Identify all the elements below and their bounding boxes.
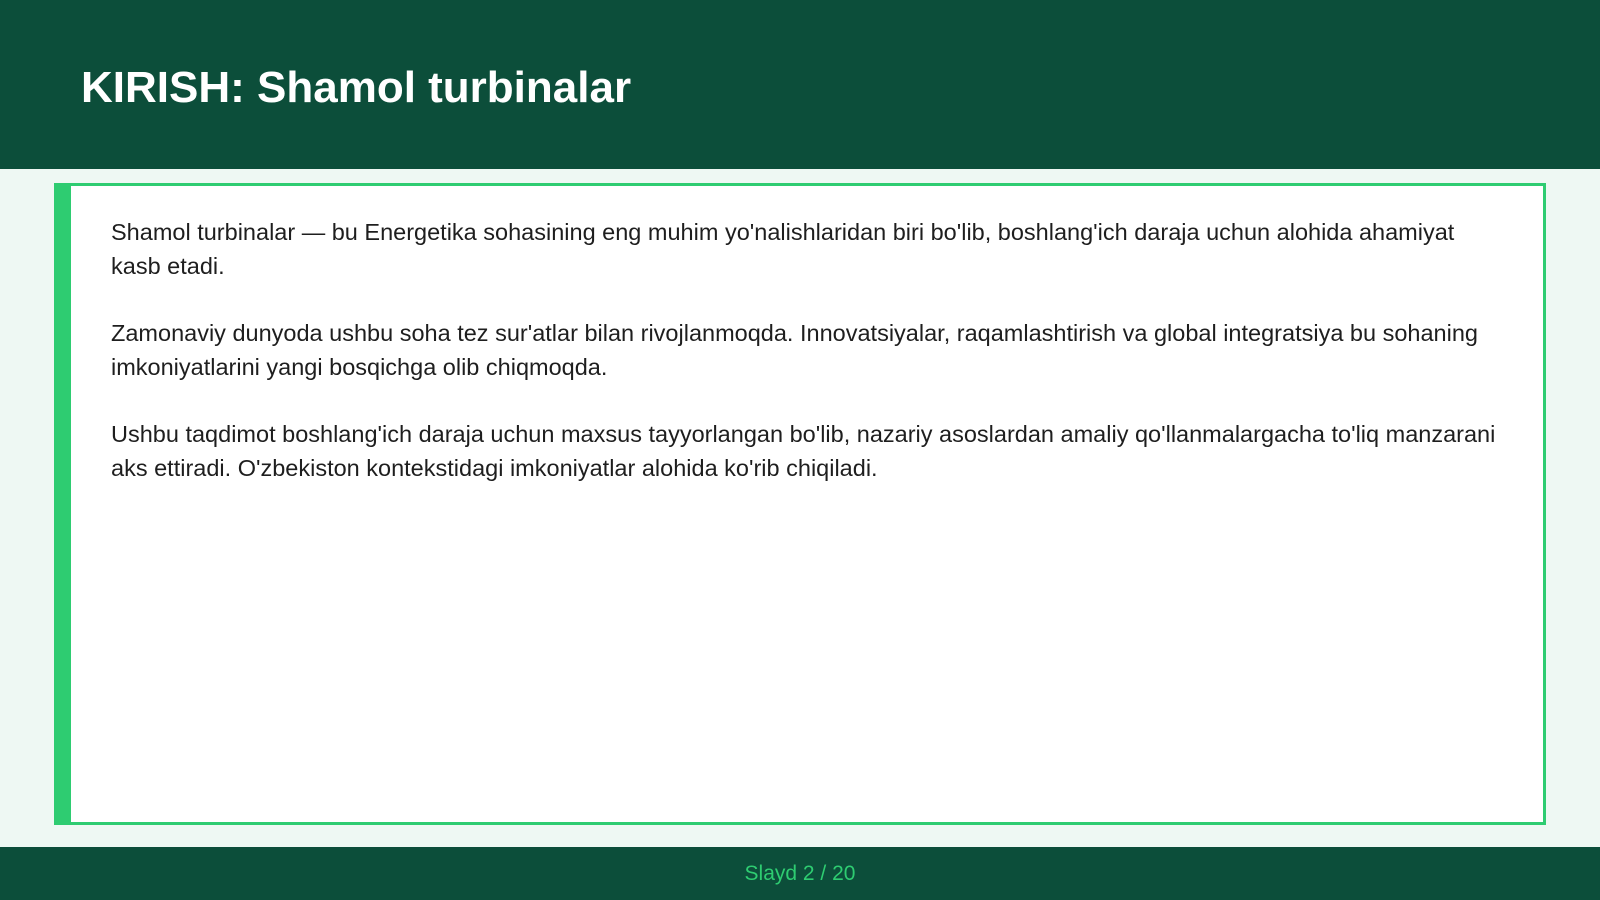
slide-header: [0, 0, 1600, 169]
content-text: [111, 215, 1501, 518]
slide-footer: [0, 847, 1600, 900]
content-box: [54, 183, 1546, 825]
paragraph-1: Shamol turbinalar — bu Energetika sohasining eng muhim yo'nalishlaridan biri bo'lib, boshlang'ich daraja uchun alohida ahamiyat kasb etadi.: [111, 219, 1455, 279]
slide-title: KIRISH: Shamol turbinalar: [81, 63, 632, 112]
paragraph-2: Zamonaviy dunyoda ushbu soha tez sur'atlar bilan rivojlanmoqda. Innovatsiyalar, raqamlashtirish va global integratsiya bu sohaning imkoniyatlarini yangi bosqichga olib chiqmoqda.: [111, 320, 1478, 380]
slide-number: Slayd 2 / 20: [744, 862, 856, 885]
paragraph-3: Ushbu taqdimot boshlang'ich daraja uchun maxsus tayyorlangan bo'lib, nazariy asoslardan amaliy qo'llanmalargacha to'liq manzarani aks ettiradi. O'zbekiston kontekstidagi imkoniyatlar alohida ko'rib chiqiladi.: [111, 421, 1496, 481]
